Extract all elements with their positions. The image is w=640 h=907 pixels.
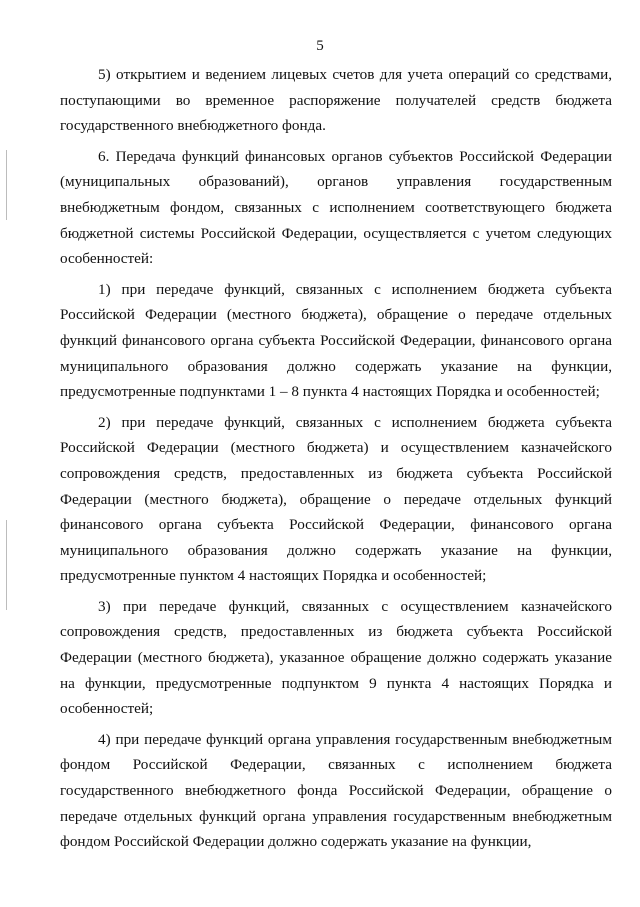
- paragraph-section-6: 6. Передача функций финансовых органов субъектов Российской Федерации (муниципальных образований), органов управления государственным внебюджетным фондом, связанных с исполнением соответствующего бюджета бюджетной системы Российской Федерации, осуществляется с учетом следующих особенностей:: [60, 147, 612, 268]
- scan-edge-mark: [6, 150, 7, 220]
- paragraph-subitem-1: 1) при передаче функций, связанных с исполнением бюджета субъекта Российской Федерации (местного бюджета), обращение о передаче отдельных функций финансового органа субъекта Российской Федерации, финансового органа муниципального образования должно содержать указание на функции, предусмотренные подпунктами 1 – 8 пункта 4 настоящих Порядка и особенностей;: [60, 280, 612, 401]
- document-body: [60, 62, 612, 855]
- scan-edge-mark: [6, 520, 7, 610]
- paragraph-item-5: 5) открытием и ведением лицевых счетов для учета операций со средствами, поступающими во временное распоряжение получателей средств бюджета государственного внебюджетного фонда.: [60, 66, 612, 135]
- paragraph-subitem-3: 3) при передаче функций, связанных с осуществлением казначейского сопровождения средств, предоставленных из бюджета субъекта Российской Федерации (местного бюджета), указанное обращение должно содержать указание на функции, предусмотренные подпунктом 9 пункта 4 настоящих Порядка и особенностей;: [60, 597, 612, 718]
- paragraph-subitem-4: 4) при передаче функций органа управления государственным внебюджетным фондом Российской Федерации, связанных с исполнением бюджета государственного внебюджетного фонда Российской Федерации, обращение о передаче отдельных функций органа управления государственным внебюджетным фондом Российской Федерации должно содержать указание на функции,: [60, 730, 612, 851]
- paragraph-subitem-2: 2) при передаче функций, связанных с исполнением бюджета субъекта Российской Федерации (местного бюджета) и осуществлением казначейского сопровождения средств, предоставленных из бюджета субъекта Российской Федерации (местного бюджета), обращение о передаче отдельных функций финансового органа субъекта Российской Федерации, финансового органа муниципального образования должно содержать указание на функции, предусмотренные пунктом 4 настоящих Порядка и особенностей;: [60, 413, 612, 585]
- page-number: 5: [316, 38, 324, 54]
